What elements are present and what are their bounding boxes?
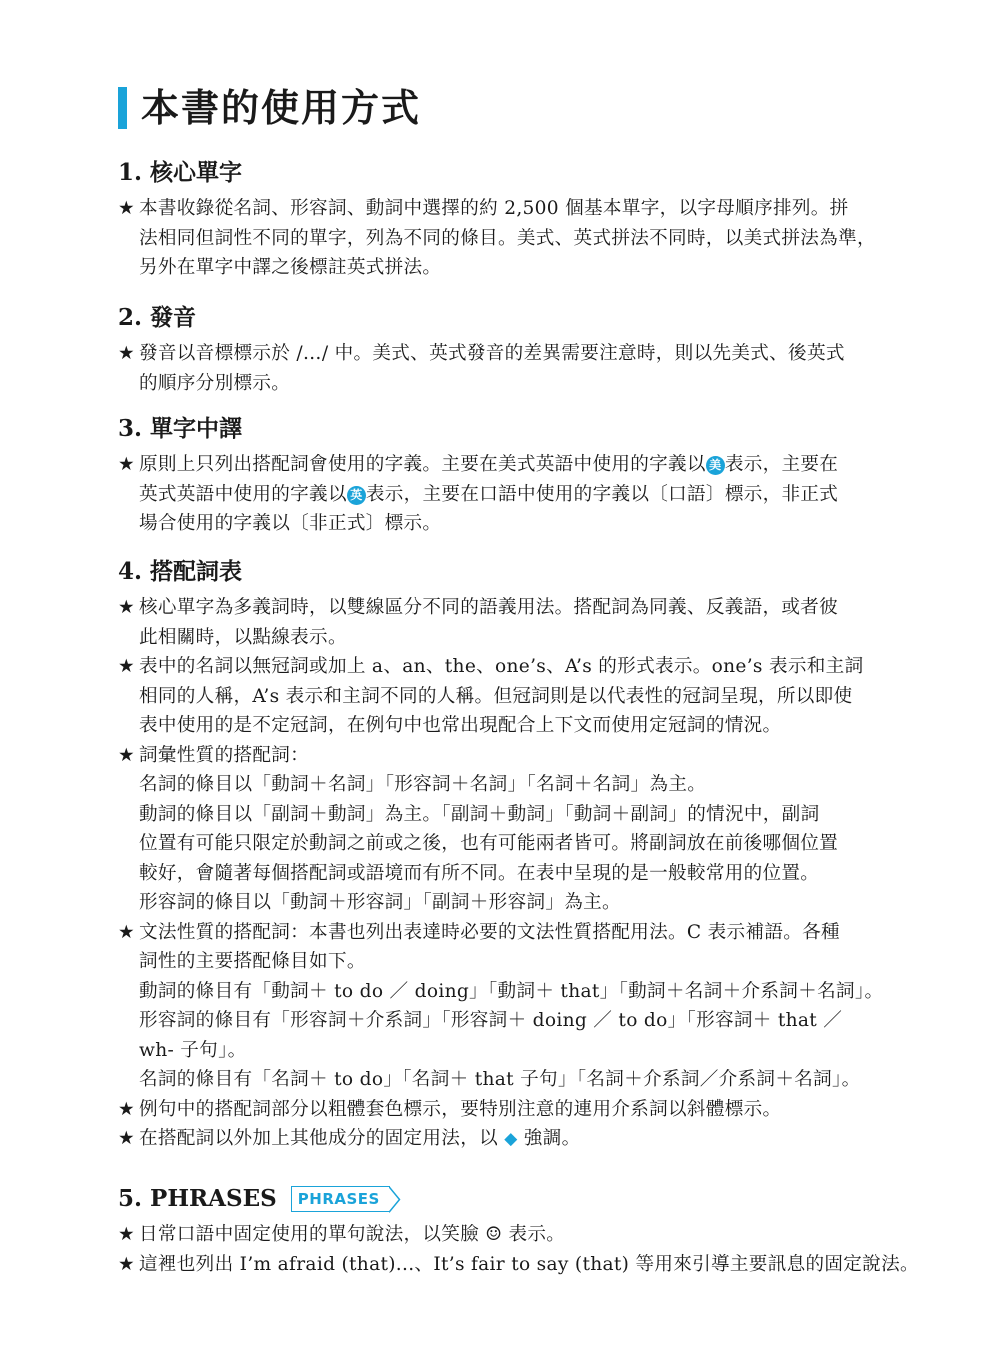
text-line: 名詞的條目以「動詞＋名詞」「形容詞＋名詞」「名詞＋名詞」為主。 xyxy=(139,774,707,795)
star-icon: ★ xyxy=(118,656,135,677)
text-line xyxy=(139,480,888,510)
text-line: 較好，會隨著每個搭配詞或語境而有所不同。在表中呈現的是一般較常用的位置。 xyxy=(139,862,820,884)
text-line: wh- 子句」。 xyxy=(139,1039,247,1061)
bullet-item xyxy=(118,1095,888,1125)
text-line: 本書收錄從名詞、形容詞、動詞中選擇的約 2,500 個基本單字，以字母順序排列。拼 xyxy=(139,198,849,219)
section-heading: 4. 搭配詞表 xyxy=(118,558,243,585)
text-fragment: 原則上只列出搭配詞會使用的字義。主要在美式英語中使用的字義以 xyxy=(139,454,706,475)
text-line: 此相關時，以點線表示。 xyxy=(139,626,347,648)
section-heading-text: 5. PHRASES xyxy=(118,1185,277,1212)
text-line: 日常口語中固定使用的單句說法，以笑臉 ☺ 表示。 xyxy=(139,1224,566,1245)
star-icon: ★ xyxy=(118,1128,135,1149)
bullet-item xyxy=(118,1220,888,1250)
text-line: 文法性質的搭配詞：本書也列出表達時必要的文法性質搭配用法。C 表示補語。各種 xyxy=(139,921,840,943)
section-heading: 3. 單字中譯 xyxy=(118,415,243,442)
uk-badge-icon: 英 xyxy=(347,486,366,505)
bullet-item xyxy=(118,450,888,539)
page-title-row xyxy=(118,86,421,130)
star-icon: ★ xyxy=(118,343,135,364)
text-line: 表中使用的是不定冠詞，在例句中也常出現配合上下文而使用定冠詞的情況。 xyxy=(139,715,782,736)
star-icon: ★ xyxy=(118,744,135,766)
phrases-tag xyxy=(291,1186,390,1212)
star-icon: ★ xyxy=(118,1098,135,1120)
text-fragment: 表示，主要在口語中使用的字義以〔口語〕標示，非正式 xyxy=(365,483,839,505)
phrases-tag-label: PHRASES xyxy=(297,1190,380,1208)
text-fragment: 表示，主要在 xyxy=(724,454,839,475)
text-line: 表中的名詞以無冠詞或加上 a、an、the、one’s、A’s 的形式表示。one’s 表示和主詞 xyxy=(139,656,864,677)
section-core-words xyxy=(118,158,888,283)
text-line: 相同的人稱，A’s 表示和主詞不同的人稱。但冠詞則是以代表性的冠詞呈現，所以即使 xyxy=(139,685,853,707)
bullet-item xyxy=(118,194,888,283)
bullet-item xyxy=(118,918,888,1095)
text-line: 位置有可能只限定於動詞之前或之後，也有可能兩者皆可。將副詞放在前後哪個位置 xyxy=(139,833,839,854)
text-fragment: 英式英語中使用的字義以 xyxy=(139,483,347,505)
text-line: 這裡也列出 I’m afraid (that)...、It’s fair to say (that) 等用來引導主要訊息的固定說法。 xyxy=(139,1253,919,1275)
text-line: 動詞的條目以「副詞＋動詞」為主。「副詞＋動詞」「動詞＋副詞」的情況中，副詞 xyxy=(139,803,820,825)
bullet-item xyxy=(118,339,888,398)
title-accent-bar xyxy=(118,87,127,129)
text-line: 形容詞的條目有「形容詞＋介系詞」「形容詞＋ doing ／ to do」「形容詞＋ that ／ xyxy=(139,1010,843,1031)
star-icon: ★ xyxy=(118,921,135,943)
section-heading: 1. 核心單字 xyxy=(118,159,243,186)
text-line xyxy=(139,1124,888,1155)
text-line: 場合使用的字義以〔非正式〕標示。 xyxy=(139,513,442,534)
bullet-item xyxy=(118,593,888,652)
text-line: 核心單字為多義詞時，以雙線區分不同的語義用法。搭配詞為同義、反義語，或者彼 xyxy=(139,597,839,618)
bullet-item xyxy=(118,652,888,741)
star-icon: ★ xyxy=(118,454,135,475)
section-pronunciation xyxy=(118,303,888,398)
text-line: 發音以音標標示於 /…/ 中。美式、英式發音的差異需要注意時，則以先美式、後英式 xyxy=(139,343,845,364)
text-line: 名詞的條目有「名詞＋ to do」「名詞＋ that 子句」「名詞＋介系詞／介系詞＋名詞」。 xyxy=(139,1069,861,1090)
bullet-item xyxy=(118,1124,888,1155)
bullet-item xyxy=(118,1250,919,1280)
text-line: 形容詞的條目以「動詞＋形容詞」「副詞＋形容詞」為主。 xyxy=(139,892,621,913)
section-collocation-table xyxy=(118,557,888,1155)
section-phrases xyxy=(118,1184,919,1279)
page-title: 本書的使用方式 xyxy=(141,85,422,130)
tag-arrow-icon xyxy=(389,1186,401,1213)
text-line: 動詞的條目有「動詞＋ to do ／ doing」「動詞＋ that」「動詞＋名詞＋介系詞＋名詞」。 xyxy=(139,980,884,1002)
diamond-icon: ◆ xyxy=(504,1129,518,1149)
text-line: 法相同但詞性不同的單字，列為不同的條目。美式、英式拼法不同時，以美式拼法為準， xyxy=(139,227,876,249)
star-icon: ★ xyxy=(118,1224,135,1245)
text-line: 另外在單字中譯之後標註英式拼法。 xyxy=(139,257,442,278)
us-badge-icon: 美 xyxy=(706,456,725,475)
section-heading xyxy=(118,1184,888,1214)
star-icon: ★ xyxy=(118,1253,135,1275)
text-line: 例句中的搭配詞部分以粗體套色標示，要特別注意的連用介系詞以斜體標示。 xyxy=(139,1098,782,1120)
text-line: 的順序分別標示。 xyxy=(139,372,291,394)
bullet-item xyxy=(118,741,888,918)
text-line xyxy=(139,450,888,480)
text-fragment: 在搭配詞以外加上其他成分的固定用法，以 xyxy=(139,1128,498,1149)
text-fragment: 強調。 xyxy=(523,1128,581,1149)
text-line: 詞彙性質的搭配詞： xyxy=(139,744,310,766)
star-icon: ★ xyxy=(118,597,135,618)
star-icon: ★ xyxy=(118,198,135,219)
section-translation xyxy=(118,414,888,539)
section-heading: 2. 發音 xyxy=(118,304,197,331)
text-line: 詞性的主要搭配條目如下。 xyxy=(139,951,366,972)
